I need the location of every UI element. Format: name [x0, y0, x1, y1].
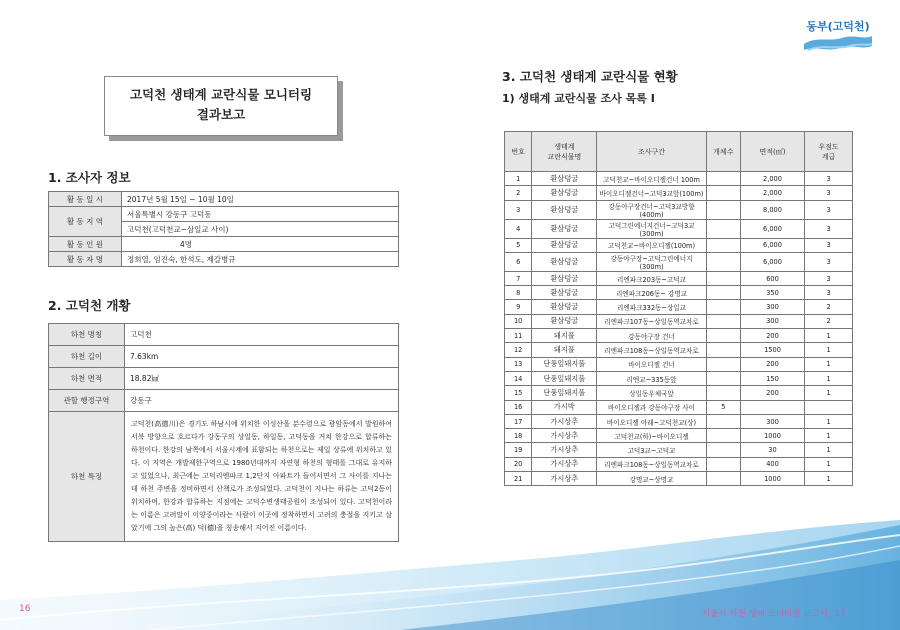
cell-species: 돼지풀 — [532, 343, 597, 357]
cell-section: 리엔파크108동~상일동역교차로 — [597, 343, 706, 357]
cell-no: 3 — [505, 200, 532, 219]
section3-subheading: 1) 생태계 교란식물 조사 목록 Ⅰ — [502, 92, 655, 105]
table-row — [505, 271, 853, 285]
report-title-box — [104, 76, 338, 136]
cell-no: 19 — [505, 443, 532, 457]
row-label: 활 동 지 역 — [49, 207, 122, 237]
cell-priority: 1 — [805, 443, 853, 457]
cell-no: 13 — [505, 357, 532, 371]
table-row — [505, 329, 853, 343]
cell-species: 가시상추 — [532, 443, 597, 457]
cell-count — [706, 371, 740, 385]
cell-section: 리엔파크206동~ 강명교 — [597, 286, 706, 300]
cell-count — [706, 343, 740, 357]
cell-area: 30 — [740, 443, 804, 457]
cell-species: 가시상추 — [532, 414, 597, 428]
cell-area: 300 — [740, 414, 804, 428]
cell-species: 환삼덩굴 — [532, 219, 597, 238]
cell-section: 바이오디젤 건너 — [597, 357, 706, 371]
cell-count — [706, 386, 740, 400]
cell-species: 환삼덩굴 — [532, 238, 597, 252]
cell-area: 6,000 — [740, 252, 804, 271]
cell-species: 환삼덩굴 — [532, 314, 597, 328]
table-row — [505, 300, 853, 314]
region-badge-label: 동부(고덕천) — [806, 20, 870, 33]
table-row — [505, 314, 853, 328]
cell-priority: 1 — [805, 472, 853, 486]
cell-area: 8,000 — [740, 200, 804, 219]
table-row — [49, 346, 399, 368]
cell-species: 환삼덩굴 — [532, 300, 597, 314]
cell-no: 11 — [505, 329, 532, 343]
cell-count — [706, 300, 740, 314]
row-value: 고덕천(고덕천교~삼일교 사이) — [122, 222, 399, 237]
section1-heading: 1. 조사자 정보 — [48, 170, 131, 185]
table-header-row — [505, 132, 853, 172]
row-value: 정희열, 임진숙, 한석도, 제갈병규 — [122, 252, 399, 267]
cell-species: 돼지풀 — [532, 329, 597, 343]
cell-section: 바이오디젤과 강동야구장 사이 — [597, 400, 706, 414]
cell-area: 600 — [740, 271, 804, 285]
cell-species: 환삼덩굴 — [532, 271, 597, 285]
cell-section: 강동아구장건너~고덕3교방향(400m) — [597, 200, 706, 219]
cell-priority: 3 — [805, 172, 853, 186]
cell-priority: 1 — [805, 343, 853, 357]
cell-species: 환삼덩굴 — [532, 252, 597, 271]
cell-area: 200 — [740, 386, 804, 400]
cell-area: 2,000 — [740, 172, 804, 186]
col-header-species-l2: 교란식물명 — [547, 152, 582, 161]
row-value: 고덕천 — [125, 324, 399, 346]
col-header-priority-l1: 우점도 — [818, 142, 839, 151]
cell-section: 바이오디젤건너~고덕3교앞(100m) — [597, 186, 706, 200]
row-label: 하천 명칭 — [49, 324, 125, 346]
cell-species: 환삼덩굴 — [532, 172, 597, 186]
cell-count — [706, 252, 740, 271]
cell-area: 200 — [740, 329, 804, 343]
table-row — [49, 324, 399, 346]
cell-area: 200 — [740, 357, 804, 371]
cell-no: 16 — [505, 400, 532, 414]
cell-section: 고덕천교(하)~바이오디젤 — [597, 429, 706, 443]
cell-count — [706, 172, 740, 186]
table-row — [505, 286, 853, 300]
cell-count — [706, 186, 740, 200]
cell-no: 10 — [505, 314, 532, 328]
cell-no: 17 — [505, 414, 532, 428]
cell-area: 150 — [740, 371, 804, 385]
cell-area: 300 — [740, 314, 804, 328]
invasive-plant-table — [504, 131, 853, 486]
river-overview-table — [48, 323, 399, 542]
table-row — [49, 207, 399, 222]
cell-species: 환삼덩굴 — [532, 186, 597, 200]
cell-count: 5 — [706, 400, 740, 414]
row-label: 관할 행정구역 — [49, 390, 125, 412]
cell-count — [706, 286, 740, 300]
table-row — [49, 390, 399, 412]
row-value: 18.82㎢ — [125, 368, 399, 390]
col-header-section: 조사구간 — [597, 132, 706, 172]
row-value: 2017년 5월 15일 ~ 10월 10일 — [122, 192, 399, 207]
cell-priority: 3 — [805, 186, 853, 200]
table-row — [505, 219, 853, 238]
cell-count — [706, 414, 740, 428]
table-row — [505, 357, 853, 371]
cell-no: 8 — [505, 286, 532, 300]
table-row — [505, 472, 853, 486]
cell-area: 6,000 — [740, 238, 804, 252]
table-row — [505, 429, 853, 443]
cell-section: 리엔파크107동~상일동역교차로 — [597, 314, 706, 328]
cell-section: 강명교~상명교 — [597, 472, 706, 486]
region-badge — [802, 16, 874, 56]
col-header-no: 번호 — [505, 132, 532, 172]
cell-count — [706, 329, 740, 343]
cell-count — [706, 238, 740, 252]
col-header-area: 면적(㎡) — [740, 132, 804, 172]
row-label: 하천 특징 — [49, 412, 125, 542]
water-drop-icon — [802, 16, 874, 56]
table-row — [505, 371, 853, 385]
cell-count — [706, 314, 740, 328]
cell-section: 고덕3교~고덕교 — [597, 443, 706, 457]
table-row — [505, 400, 853, 414]
cell-priority: 1 — [805, 414, 853, 428]
cell-priority: 1 — [805, 457, 853, 471]
cell-priority: 3 — [805, 271, 853, 285]
cell-no: 14 — [505, 371, 532, 385]
cell-section: 상일동우체국앞 — [597, 386, 706, 400]
investigator-info-table — [48, 191, 399, 267]
cell-area: 1500 — [740, 343, 804, 357]
cell-section: 고덕천교~바이오디젤건너 100m — [597, 172, 706, 186]
cell-count — [706, 219, 740, 238]
cell-priority: 2 — [805, 314, 853, 328]
table-row — [505, 343, 853, 357]
cell-no: 1 — [505, 172, 532, 186]
cell-section: 리엔파크108동~상일동역교차로 — [597, 457, 706, 471]
cell-count — [706, 429, 740, 443]
cell-no: 7 — [505, 271, 532, 285]
cell-count — [706, 271, 740, 285]
cell-priority: 2 — [805, 300, 853, 314]
table-row — [505, 200, 853, 219]
plant-table-body — [505, 172, 853, 486]
cell-area: 2,000 — [740, 186, 804, 200]
cell-priority: 3 — [805, 200, 853, 219]
table-row — [505, 172, 853, 186]
table-row — [505, 457, 853, 471]
cell-species: 가시상추 — [532, 429, 597, 443]
cell-no: 9 — [505, 300, 532, 314]
col-header-species-l1: 생태계 — [554, 142, 575, 151]
cell-area: 1000 — [740, 472, 804, 486]
cell-area — [740, 400, 804, 414]
table-row — [49, 412, 399, 542]
cell-species: 환삼덩굴 — [532, 200, 597, 219]
cell-area: 400 — [740, 457, 804, 471]
cell-no: 4 — [505, 219, 532, 238]
left-page-number: 16 — [19, 604, 31, 614]
cell-no: 5 — [505, 238, 532, 252]
row-label: 활 동 인 원 — [49, 237, 122, 252]
cell-section: 고덕그린에너지건너~고덕3교(300m) — [597, 219, 706, 238]
row-value: 서울특별시 강동구 고덕동 — [122, 207, 399, 222]
table-row — [49, 237, 399, 252]
cell-species: 가시상추 — [532, 457, 597, 471]
cell-count — [706, 472, 740, 486]
table-row — [49, 192, 399, 207]
cell-priority: 3 — [805, 238, 853, 252]
cell-no: 6 — [505, 252, 532, 271]
cell-priority: 3 — [805, 219, 853, 238]
cell-species: 단풍잎돼지풀 — [532, 357, 597, 371]
cell-section: 리엔파크332동~상일교 — [597, 300, 706, 314]
section3-heading: 3. 고덕천 생태계 교란식물 현황 — [502, 69, 678, 84]
cell-priority: 1 — [805, 371, 853, 385]
cell-area: 1000 — [740, 429, 804, 443]
cell-priority: 1 — [805, 329, 853, 343]
row-value: 강동구 — [125, 390, 399, 412]
cell-no: 2 — [505, 186, 532, 200]
cell-no: 15 — [505, 386, 532, 400]
table-row — [505, 414, 853, 428]
cell-area: 300 — [740, 300, 804, 314]
table-row — [505, 386, 853, 400]
table-row — [49, 252, 399, 267]
col-header-priority-l2: 계급 — [821, 152, 836, 161]
cell-species: 가시박 — [532, 400, 597, 414]
cell-section: 강동야구장 건너 — [597, 329, 706, 343]
cell-no: 21 — [505, 472, 532, 486]
cell-no: 12 — [505, 343, 532, 357]
col-header-species — [532, 132, 597, 172]
row-label: 하천 길이 — [49, 346, 125, 368]
cell-species: 단풍잎돼지풀 — [532, 371, 597, 385]
col-header-priority — [805, 132, 853, 172]
table-row — [505, 252, 853, 271]
row-label: 하천 면적 — [49, 368, 125, 390]
section2-heading: 2. 고덕천 개황 — [48, 298, 131, 313]
cell-count — [706, 200, 740, 219]
cell-priority: 3 — [805, 286, 853, 300]
report-title-line2: 결과보고 — [196, 107, 246, 122]
cell-area: 350 — [740, 286, 804, 300]
cell-no: 20 — [505, 457, 532, 471]
right-page-footer: 서울시 하천 생태 모니터링 보고서_ 17 — [702, 609, 846, 619]
cell-section: 강동야구장~고덕그린에너지(300m) — [597, 252, 706, 271]
cell-species: 단풍잎돼지풀 — [532, 386, 597, 400]
cell-species: 가시상추 — [532, 472, 597, 486]
cell-no: 18 — [505, 429, 532, 443]
row-label: 활 동 자 명 — [49, 252, 122, 267]
river-description: 고덕천(高德川)은 경기도 하남시에 위치한 이성산을 분수령으로 광암동에서 발원하여 서북 방향으로 흐르다가 강동구의 상일동, 하일동, 고덕동을 거쳐 한강으로 합류하는 하천이다. 한강의 남쪽에서 서울시계에 표함되는 하천으로는 제일 상류에 위치하고 있다. 이 지역은 개발제한구역으로 1980년대까지 자연형 하천의 형태를 그대로 유지하고 있었으나, 최근에는 고덕리엔파크 1,2단지 아파트가 들어서면서 그 사이를 지나는데 하천 주변을 정비하면서 산책로가 조성되었다. 고덕천이 지나는 하류는 고덕2동이 위치하며, 한강과 합류하는 지점에는 고덕수변생태공원이 조성되어 있다. 고덕천이라는 이름은 고려말이 이양중이라는 사람이 이곳에 정착하면서 고려의 충절을 지키고 살았기에 그의 높은(高) 덕(德)을 칭송해서 지어진 이름이다. — [125, 412, 399, 542]
report-title-line1: 고덕천 생태계 교란식물 모니터링 — [129, 87, 313, 102]
table-row — [505, 443, 853, 457]
cell-area: 6,000 — [740, 219, 804, 238]
row-label: 활 동 일 시 — [49, 192, 122, 207]
cell-section: 고덕천교~바이오디젤(100m) — [597, 238, 706, 252]
cell-priority — [805, 400, 853, 414]
cell-section: 리엔교~335동앞 — [597, 371, 706, 385]
table-row — [49, 368, 399, 390]
row-value: 7.63km — [125, 346, 399, 368]
col-header-count: 개체수 — [706, 132, 740, 172]
cell-priority: 1 — [805, 357, 853, 371]
table-row — [505, 238, 853, 252]
cell-count — [706, 443, 740, 457]
cell-priority: 3 — [805, 252, 853, 271]
cell-priority: 1 — [805, 386, 853, 400]
row-value: 4명 — [122, 237, 399, 252]
cell-section: 바이오디젤 아래~고덕천교(상) — [597, 414, 706, 428]
cell-section: 리엔파크203동~고덕교 — [597, 271, 706, 285]
cell-count — [706, 357, 740, 371]
cell-species: 환삼덩굴 — [532, 286, 597, 300]
cell-priority: 1 — [805, 429, 853, 443]
table-row — [505, 186, 853, 200]
cell-count — [706, 457, 740, 471]
